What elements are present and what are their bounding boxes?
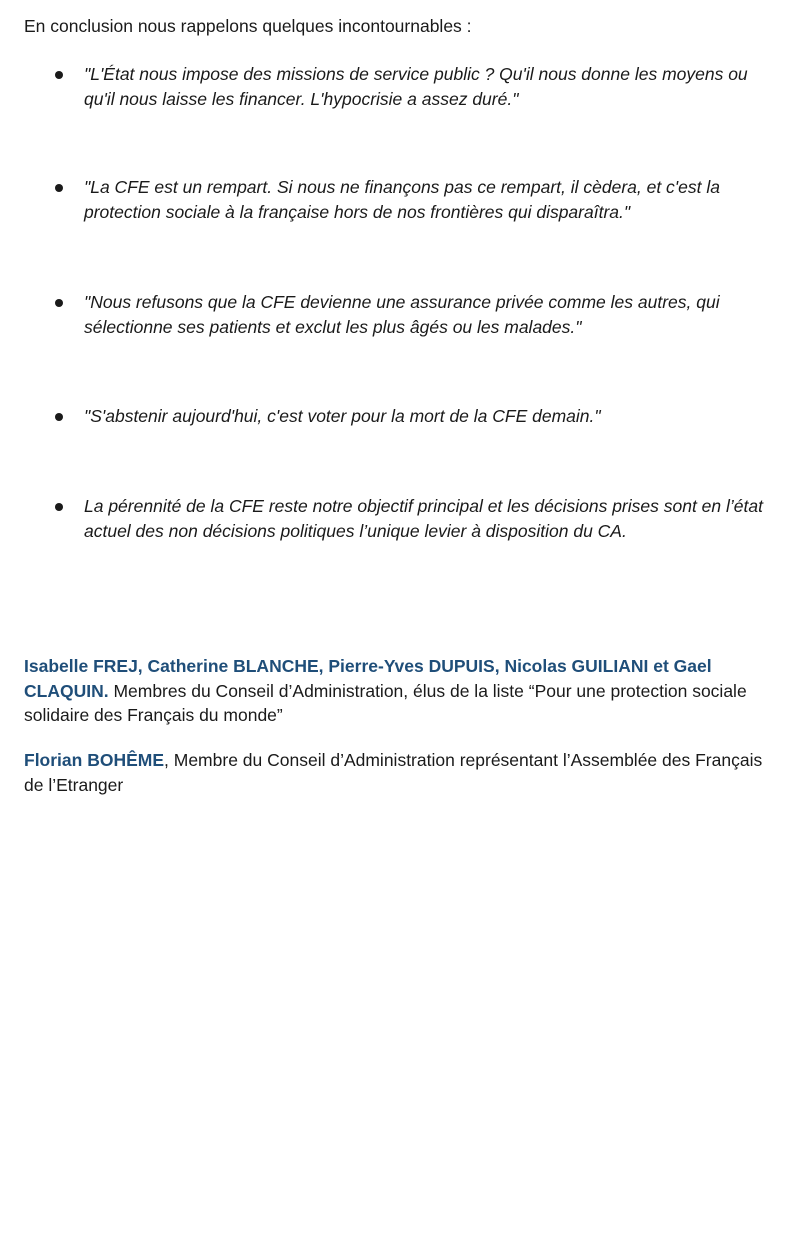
bullet-text: La pérennité de la CFE reste notre objectif principal et les décisions prises sont en l’état actuel des non décisions politiques l’unique levier à disposition du CA. bbox=[84, 496, 763, 541]
signatories-paragraph bbox=[24, 654, 764, 728]
bullet-icon bbox=[55, 503, 63, 511]
bullet-icon bbox=[55, 413, 63, 421]
representative-paragraph bbox=[24, 748, 764, 797]
bullet-text: "L'État nous impose des missions de service public ? Qu'il nous donne les moyens ou qu'il nous laisse les financer. L'hypocrisie a assez duré." bbox=[84, 64, 748, 109]
representative-description: , Membre du Conseil d’Administration représentant l’Assemblée des Français de l’Etranger bbox=[24, 750, 763, 795]
signatory-description: Membres du Conseil d’Administration, élus de la liste “Pour une protection sociale solidaire des Français du monde” bbox=[24, 680, 747, 725]
bullet-text: "S'abstenir aujourd'hui, c'est voter pour la mort de la CFE demain." bbox=[84, 406, 601, 426]
bullet-text: "La CFE est un rempart. Si nous ne finançons pas ce rempart, il cèdera, et c'est la protection sociale à la française hors de nos frontières qui disparaîtra." bbox=[84, 177, 720, 222]
intro-text: En conclusion nous rappelons quelques incontournables : bbox=[24, 16, 472, 36]
bullet-icon bbox=[55, 71, 63, 79]
bullet-icon bbox=[55, 184, 63, 192]
representative-name: Florian BOHÊME bbox=[24, 750, 165, 770]
bullet-icon bbox=[55, 299, 63, 307]
bullet-text: "Nous refusons que la CFE devienne une assurance privée comme les autres, qui sélectionne ses patients et exclut les plus âgés ou les malades." bbox=[84, 292, 720, 337]
signatory-names: Isabelle FREJ, Catherine BLANCHE, Pierre-Yves DUPUIS, Nicolas GUILIANI et Gael CLAQUIN. bbox=[24, 656, 712, 701]
